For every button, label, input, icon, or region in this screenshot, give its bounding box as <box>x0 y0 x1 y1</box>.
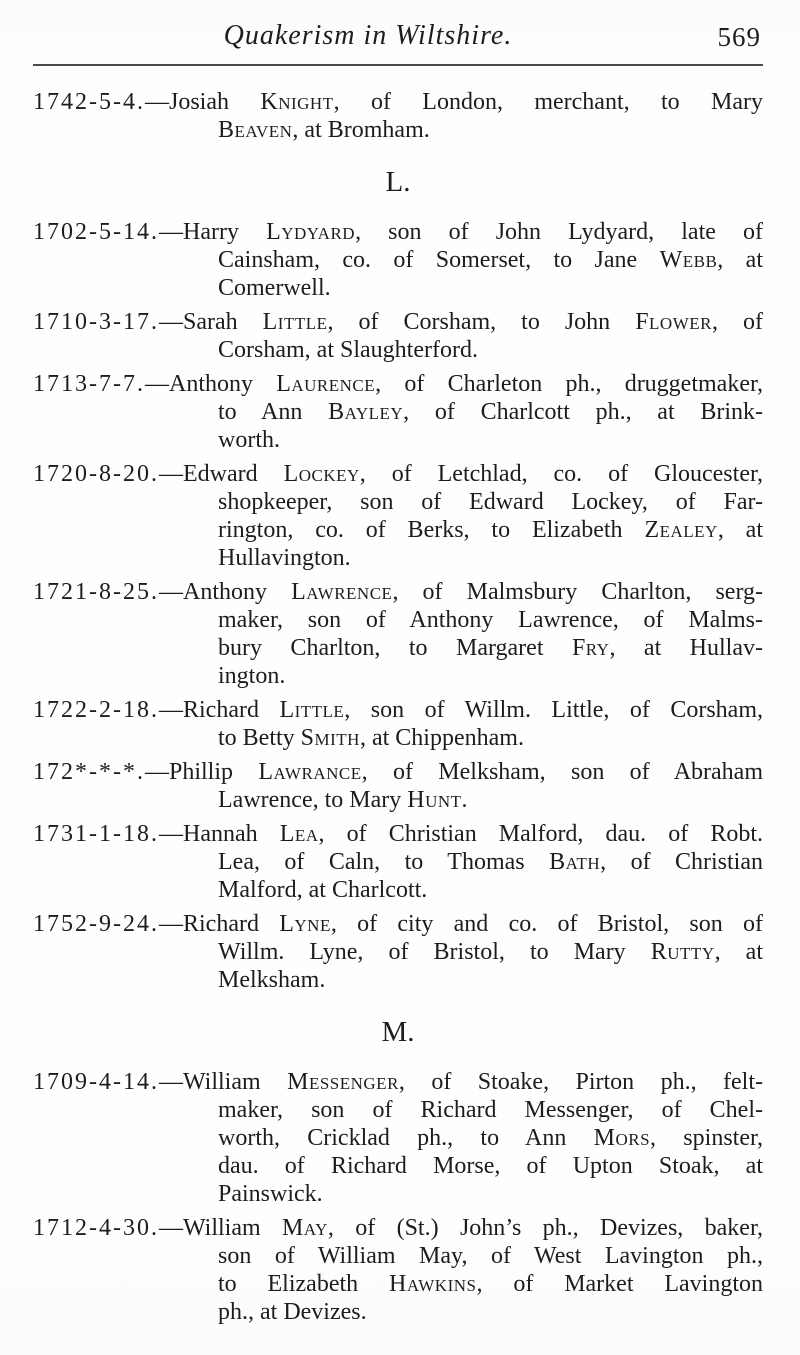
entry-date: 1709-4-14. <box>33 1069 159 1095</box>
entry-line <box>33 1214 763 1242</box>
em-dash: — <box>158 1215 183 1241</box>
section-heading: M. <box>381 1016 415 1048</box>
em-dash: — <box>158 579 183 605</box>
entry-text: to Elizabeth <box>218 1271 390 1297</box>
entry-text: Hannah <box>182 821 280 847</box>
surname-smallcaps: Messenger <box>287 1069 399 1095</box>
surname-smallcaps: Lydyard <box>266 219 356 245</box>
entry-text: , at <box>717 517 763 543</box>
entry-text: , of <box>711 309 763 335</box>
entry-text: , son of John Lydyard, late of <box>355 219 763 245</box>
marriage-entry <box>33 1214 763 1326</box>
surname-smallcaps: Hawkins <box>389 1271 477 1297</box>
entry-date: 1742-5-4. <box>33 89 145 115</box>
entry-text: , of London, merchant, to Mary <box>333 89 764 115</box>
entry-text: Cainsham, co. of Somerset, to Jane <box>218 247 660 273</box>
surname-smallcaps: Knight <box>260 89 334 115</box>
entry-text: , of Christian Malford, dau. of Robt. <box>318 821 764 847</box>
entry-text: William <box>182 1069 288 1095</box>
entry-text: Josiah <box>168 89 261 115</box>
entry-text: dau. of Richard Morse, of Upton Stoak, at <box>218 1153 763 1179</box>
entry-text: Lawrence, to Mary <box>218 787 408 813</box>
entry-text: shopkeeper, son of Edward Lockey, of Far- <box>218 489 763 515</box>
entry-line <box>33 938 763 966</box>
em-dash: — <box>158 1069 183 1095</box>
marriage-entry <box>33 88 763 144</box>
entry-line <box>33 1270 763 1298</box>
entry-line <box>33 544 763 572</box>
entry-text: William <box>182 1215 283 1241</box>
surname-smallcaps: Fry <box>571 635 610 661</box>
entry-text: , of (St.) John’s ph., Devizes, baker, <box>327 1215 763 1241</box>
entry-line <box>33 634 763 662</box>
surname-smallcaps: Hunt <box>407 787 462 813</box>
entry-text: , at Bromham. <box>292 117 430 143</box>
entry-line <box>33 1152 763 1180</box>
entry-line <box>33 910 763 938</box>
surname-smallcaps: Lawrence <box>291 579 393 605</box>
entry-line <box>33 786 763 814</box>
em-dash: — <box>144 89 169 115</box>
page-header <box>33 16 763 66</box>
marriage-entry <box>33 1068 763 1208</box>
entry-line <box>33 246 763 274</box>
marriage-entry <box>33 758 763 814</box>
entry-text: Corsham, at Slaughterford. <box>218 337 478 363</box>
entry-text: to Betty <box>218 725 301 751</box>
marriage-entry <box>33 578 763 690</box>
surname-smallcaps: Lawrance <box>258 759 362 785</box>
surname-smallcaps: Bath <box>549 849 601 875</box>
em-dash: — <box>158 821 183 847</box>
entry-text: , of Malmsbury Charlton, serg- <box>392 579 763 605</box>
entry-text: , of Melksham, son of Abraham <box>361 759 763 785</box>
entry-line <box>33 218 763 246</box>
entry-line <box>33 1124 763 1152</box>
entry-text: , of Charlcott ph., at Brink- <box>403 399 763 425</box>
entry-text: Phillip <box>168 759 259 785</box>
entry-text: worth. <box>218 427 280 453</box>
surname-smallcaps: Lyne <box>279 911 331 937</box>
entry-date: 1752-9-24. <box>33 911 159 937</box>
surname-smallcaps: Lea <box>279 821 319 847</box>
entry-date: 1722-2-18. <box>33 697 159 723</box>
em-dash: — <box>158 309 183 335</box>
entry-text: , of Stoake, Pirton ph., felt- <box>398 1069 764 1095</box>
entry-text: rington, co. of Berks, to Elizabeth <box>218 517 645 543</box>
entry-text: son of William May, of West Lavington ph., <box>218 1243 763 1269</box>
entry-line <box>33 1242 763 1270</box>
surname-smallcaps: Laurence <box>276 371 376 397</box>
entry-text: , of city and co. of Bristol, son of <box>330 911 763 937</box>
surname-smallcaps: Mors <box>593 1125 651 1151</box>
surname-smallcaps: May <box>282 1215 328 1241</box>
entry-line <box>33 336 763 364</box>
entry-text: Comerwell. <box>218 275 331 301</box>
entry-line <box>33 460 763 488</box>
marriage-entry <box>33 460 763 572</box>
entry-text: to Ann <box>218 399 329 425</box>
entry-line <box>33 696 763 724</box>
entry-line <box>33 488 763 516</box>
entry-line <box>33 426 763 454</box>
entry-text: , of Letchlad, co. of Gloucester, <box>359 461 764 487</box>
marriage-entry <box>33 308 763 364</box>
entry-date: 1720-8-20. <box>33 461 159 487</box>
entry-line <box>33 758 763 786</box>
entry-line <box>33 1068 763 1096</box>
entry-text: ph., at Devizes. <box>218 1299 367 1325</box>
surname-smallcaps: Zealey <box>644 517 718 543</box>
entry-line <box>33 398 763 426</box>
surname-smallcaps: Flower <box>635 309 712 335</box>
entries <box>33 88 763 1332</box>
entry-text: Sarah <box>182 309 263 335</box>
entry-text: , of Charleton ph., druggetmaker, <box>375 371 764 397</box>
entry-line <box>33 274 763 302</box>
surname-smallcaps: Bayley <box>328 399 404 425</box>
surname-smallcaps: Rutty <box>650 939 715 965</box>
em-dash: — <box>158 461 183 487</box>
surname-smallcaps: Webb <box>659 247 718 273</box>
surname-smallcaps: Little <box>279 697 345 723</box>
entry-line <box>33 1096 763 1124</box>
marriage-entry <box>33 218 763 302</box>
em-dash: — <box>144 759 169 785</box>
entry-text: , of Corsham, to John <box>327 309 636 335</box>
entry-text: maker, son of Richard Messenger, of Chel- <box>218 1097 763 1123</box>
entry-text: Melksham. <box>218 967 326 993</box>
entry-line <box>33 848 763 876</box>
entry-text: , at <box>714 939 763 965</box>
em-dash: — <box>158 911 183 937</box>
entry-text: Lea, of Caln, to Thomas <box>218 849 550 875</box>
entry-text: , at <box>717 247 764 273</box>
em-dash: — <box>144 371 169 397</box>
entry-text: maker, son of Anthony Lawrence, of Malms- <box>218 607 763 633</box>
entry-line <box>33 724 763 752</box>
entry-text: Edward <box>182 461 284 487</box>
entry-date: 1713-7-7. <box>33 371 145 397</box>
entry-text: worth, Cricklad ph., to Ann <box>218 1125 594 1151</box>
entry-line <box>33 516 763 544</box>
entry-line <box>33 966 763 994</box>
surname-smallcaps: Little <box>262 309 328 335</box>
marriage-entry <box>33 820 763 904</box>
entry-date: 172*-*-*. <box>33 759 145 785</box>
entry-date: 1712-4-30. <box>33 1215 159 1241</box>
running-title: Quakerism in Wiltshire. <box>223 20 513 51</box>
surname-smallcaps: Beaven <box>218 117 293 143</box>
entry-text: , son of Willm. Little, of Corsham, <box>344 697 763 723</box>
entry-text: Willm. Lyne, of Bristol, to Mary <box>218 939 651 965</box>
page-number: 569 <box>717 22 761 52</box>
marriage-entry <box>33 910 763 994</box>
entry-text: ington. <box>218 663 286 689</box>
entry-date: 1710-3-17. <box>33 309 159 335</box>
entry-text: , of Christian <box>600 849 763 875</box>
entry-date: 1702-5-14. <box>33 219 159 245</box>
entry-text: Malford, at Charlcott. <box>218 877 428 903</box>
entry-line <box>33 88 763 116</box>
section-heading: L. <box>385 166 411 198</box>
em-dash: — <box>158 697 183 723</box>
entry-text: , at Chippenham. <box>359 725 524 751</box>
surname-smallcaps: Lockey <box>283 461 360 487</box>
entry-date: 1721-8-25. <box>33 579 159 605</box>
entry-text: , spinster, <box>650 1125 764 1151</box>
marriage-entry <box>33 696 763 752</box>
entry-line <box>33 116 763 144</box>
entry-text: Painswick. <box>218 1181 323 1207</box>
entry-line <box>33 1180 763 1208</box>
entry-text: Anthony <box>168 371 277 397</box>
entry-text: Richard <box>182 911 280 937</box>
entry-line <box>33 606 763 634</box>
entry-text: Richard <box>182 697 280 723</box>
entry-line <box>33 578 763 606</box>
entry-line <box>33 662 763 690</box>
entry-text: , of Market Lavington <box>476 1271 763 1297</box>
entry-date: 1731-1-18. <box>33 821 159 847</box>
entry-text: bury Charlton, to Margaret <box>218 635 572 661</box>
entry-text: Anthony <box>182 579 292 605</box>
em-dash: — <box>158 219 183 245</box>
entry-text: Hullavington. <box>218 545 351 571</box>
entry-line <box>33 1298 763 1326</box>
surname-smallcaps: Smith <box>300 725 360 751</box>
entry-text: , at Hullav- <box>609 635 763 661</box>
entry-line <box>33 308 763 336</box>
entry-line <box>33 876 763 904</box>
marriage-entry <box>33 370 763 454</box>
entry-text: Harry <box>182 219 267 245</box>
entry-line <box>33 820 763 848</box>
entry-line <box>33 370 763 398</box>
entry-text: . <box>461 787 468 813</box>
